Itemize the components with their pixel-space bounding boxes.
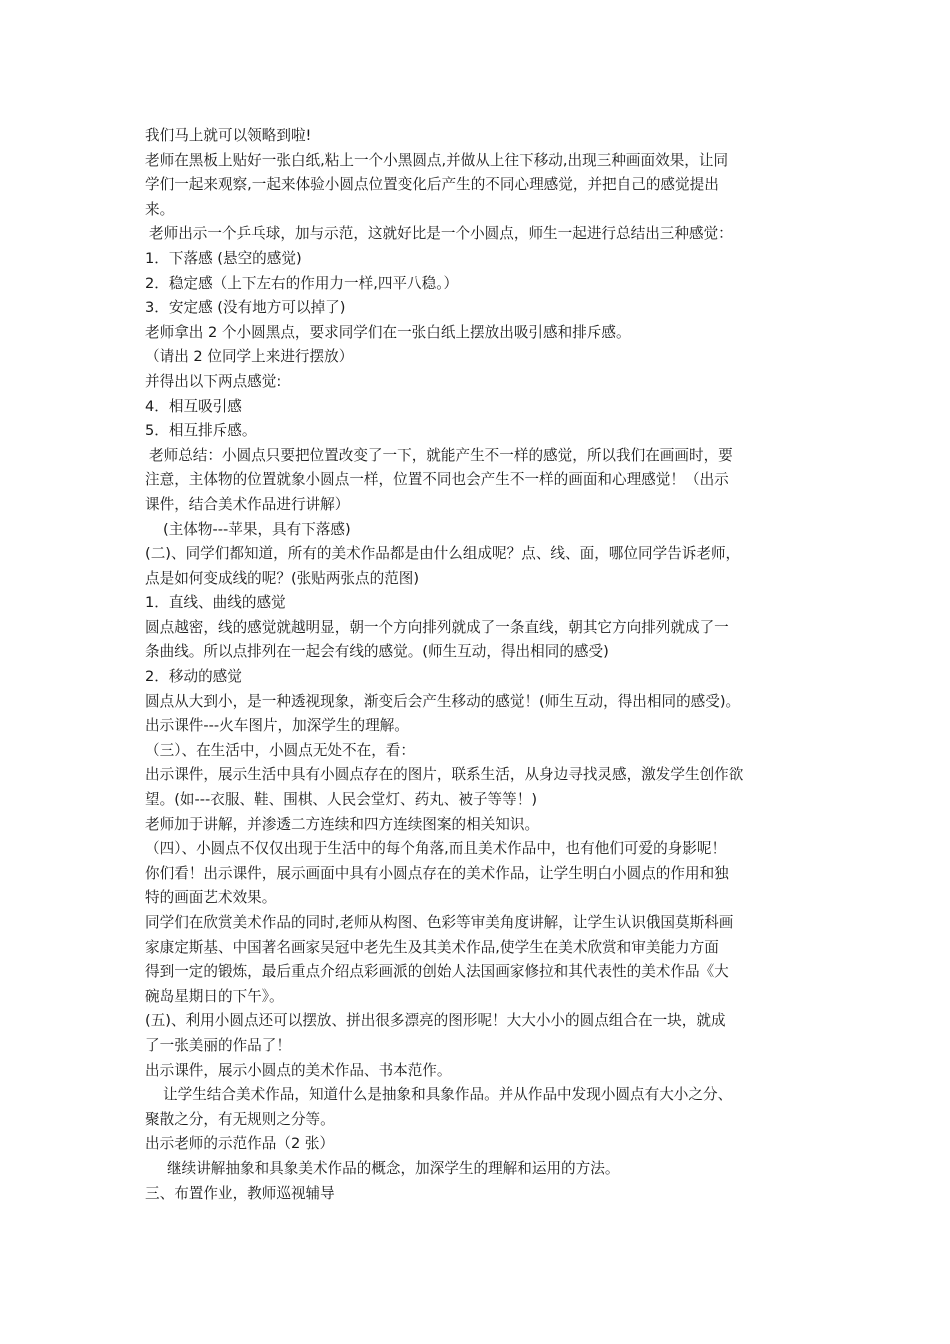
text-line: 2．稳定感（上下左右的作用力一样,四平八稳。） <box>145 274 459 292</box>
text-line: 来。 <box>145 200 175 218</box>
text-line: 注意，主体物的位置就象小圆点一样，位置不同也会产生不一样的画面和心理感觉！（出示 <box>145 471 729 489</box>
text-line: 老师出示一个乒乓球，加与示范，这就好比是一个小圆点，师生一起进行总结出三种感觉： <box>149 225 733 243</box>
text-line: 出示课件---火车图片，加深学生的理解。 <box>145 717 409 735</box>
text-line: 圆点从大到小，是一种透视现象，渐变后会产生移动的感觉！(师生互动，得出相同的感受)。 <box>145 692 741 710</box>
text-line: 特的画面艺术效果。 <box>145 889 277 907</box>
text-line: 4．相互吸引感 <box>145 397 242 415</box>
text-line: 条曲线。所以点排列在一起会有线的感觉。(师生互动，得出相同的感受) <box>145 643 609 661</box>
text-line: 出示课件，展示小圆点的美术作品、书本范作。 <box>145 1061 452 1079</box>
text-line: 5．相互排斥感。 <box>145 422 257 440</box>
text-line: 你们看！出示课件，展示画面中具有小圆点存在的美术作品，让学生明白小圆点的作用和独 <box>145 864 729 882</box>
text-line: 老师在黑板上贴好一张白纸,粘上一个小黑圆点,并做从上往下移动,出现三种画面效果，让同 <box>145 151 729 169</box>
text-line: 并得出以下两点感觉: <box>145 372 282 390</box>
text-line: 让学生结合美术作品，知道什么是抽象和具象作品。并从作品中发现小圆点有大小之分、 <box>163 1086 733 1104</box>
text-line: 了一张美丽的作品了！ <box>145 1036 291 1054</box>
text-line: 课件，结合美术作品进行讲解） <box>145 495 350 513</box>
text-line: 同学们在欣赏美术作品的同时,老师从构图、色彩等审美角度讲解，让学生认识俄国莫斯科画 <box>145 914 734 931</box>
text-line: 老师总结：小圆点只要把位置改变了一下，就能产生不一样的感觉，所以我们在画画时，要 <box>149 446 733 464</box>
text-line: 老师拿出 2 个小圆黑点，要求同学们在一张白纸上摆放出吸引感和排斥感。 <box>145 323 631 341</box>
text-line: 学们一起来观察,一起来体验小圆点位置变化后产生的不同心理感觉，并把自己的感觉提出 <box>145 176 719 194</box>
text-line: (五)、利用小圆点还可以摆放、拼出很多漂亮的图形呢！大大小小的圆点组合在一块，就成 <box>145 1012 726 1030</box>
text-line: 我们马上就可以领略到啦! <box>145 127 312 144</box>
text-line: 碗岛星期日的下午》。 <box>145 987 284 1005</box>
text-line: 望。(如---衣服、鞋、围棋、人民会堂灯、药丸、被子等等！) <box>145 791 538 809</box>
text-line: （四）、小圆点不仅仅出现于生活中的每个角落,而且美术作品中，也有他们可爱的身影呢！ <box>145 840 727 858</box>
text-line: 三、布置作业，教师巡视辅导 <box>145 1184 335 1202</box>
text-line: 出示课件，展示生活中具有小圆点存在的图片，联系生活，从身边寻找灵感，激发学生创作欲 <box>145 766 744 784</box>
text-line: 家康定斯基、中国著名画家吴冠中老先生及其美术作品,使学生在美术欣赏和审美能力方面 <box>145 938 719 956</box>
text-line: 1．直线、曲线的感觉 <box>145 594 286 612</box>
text-line: 1．下落感 (悬空的感觉) <box>145 249 302 267</box>
text-line: 老师加于讲解，并渗透二方连续和四方连续图案的相关知识。 <box>145 815 540 833</box>
text-line: 得到一定的锻炼，最后重点介绍点彩画派的创始人法国画家修拉和其代表性的美术作品《大 <box>145 963 729 981</box>
text-line: 2．移动的感觉 <box>145 668 242 686</box>
text-line: 聚散之分，有无规则之分等。 <box>145 1110 335 1128</box>
text-line: 3．安定感 (没有地方可以掉了) <box>145 299 346 317</box>
text-line: 圆点越密，线的感觉就越明显，朝一个方向排列就成了一条直线，朝其它方向排列就成了一 <box>145 618 729 636</box>
document-body <box>145 124 813 1206</box>
text-line: 继续讲解抽象和具象美术作品的概念，加深学生的理解和运用的方法。 <box>167 1159 620 1177</box>
text-line: （三）、在生活中，小圆点无处不在，看： <box>145 741 415 759</box>
text-line: (主体物---苹果，具有下落感) <box>163 520 351 538</box>
text-line: 出示老师的示范作品（2 张） <box>145 1135 335 1153</box>
text-line: (二)、同学们都知道，所有的美术作品都是由什么组成呢？点、线、面，哪位同学告诉老师， <box>145 545 741 563</box>
text-line: 点是如何变成线的呢？(张贴两张点的范图) <box>145 569 420 587</box>
text-line: （请出 2 位同学上来进行摆放） <box>145 348 354 366</box>
